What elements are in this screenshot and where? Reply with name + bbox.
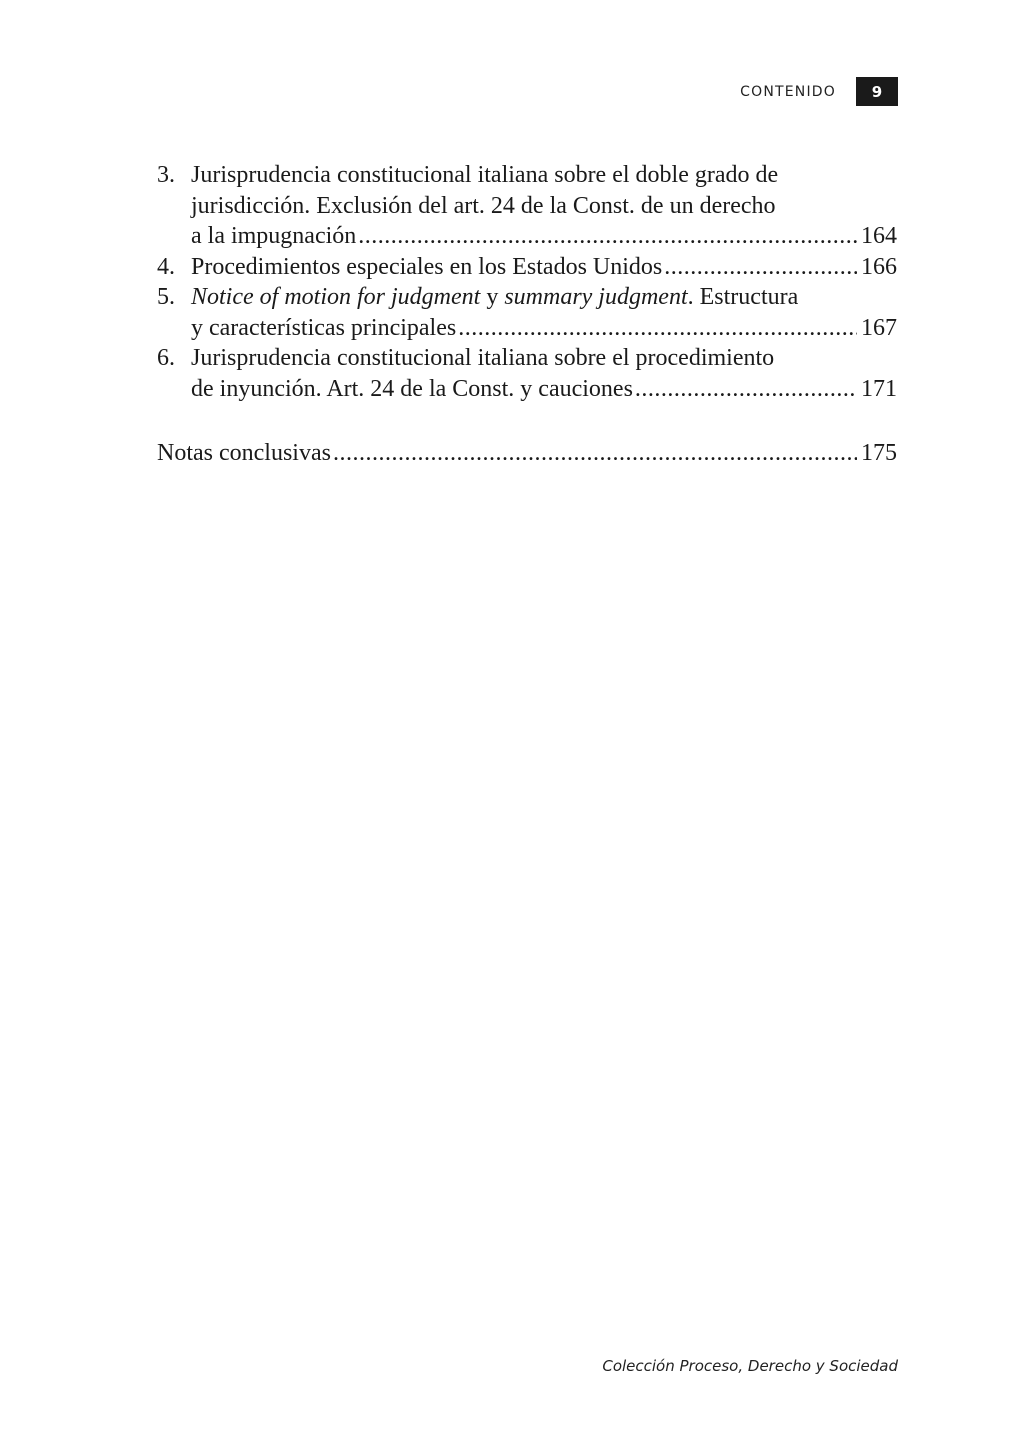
toc-entry-number: 3.	[157, 162, 175, 188]
toc-entry-text: de inyunción. Art. 24 de la Const. y cauciones	[191, 375, 633, 402]
toc-entry-4[interactable]	[157, 252, 897, 283]
connector-text: y	[480, 284, 505, 310]
toc-entry-text: a la impugnación	[191, 223, 357, 249]
toc-entry-text-end: . Estructura	[687, 284, 799, 310]
dot-leader	[358, 221, 857, 252]
toc-page-number: 166	[861, 253, 897, 280]
toc-page-number: 167	[861, 314, 897, 341]
collection-footer: Colección Proceso, Derecho y Sociedad	[602, 1357, 898, 1375]
running-title: CONTENIDO	[740, 83, 836, 100]
section-gap	[157, 404, 897, 438]
page-number: 9	[856, 77, 898, 106]
toc-entry-text: Notas conclusivas	[157, 440, 331, 466]
toc-entry-text: Jurisprudencia constitucional italiana sobre el procedimiento	[191, 345, 775, 371]
dot-leader	[635, 374, 857, 405]
toc-page-number: 164	[861, 223, 897, 249]
toc-entry-notas[interactable]	[157, 438, 897, 469]
dot-leader	[458, 313, 857, 344]
table-of-contents	[157, 160, 897, 469]
toc-entry-text	[191, 282, 897, 313]
toc-entry-number: 4.	[157, 253, 175, 280]
toc-page-number: 175	[861, 440, 897, 466]
toc-entry-6[interactable]	[157, 343, 897, 404]
toc-entry-number: 5.	[157, 284, 175, 310]
running-head	[740, 77, 898, 106]
toc-entry-text: Procedimientos especiales en los Estados Unidos	[191, 253, 663, 280]
dot-leader	[333, 438, 857, 469]
dot-leader	[664, 252, 857, 283]
toc-entry-3[interactable]	[157, 160, 897, 252]
toc-entry-text: jurisdicción. Exclusión del art. 24 de la Const. de un derecho	[191, 192, 776, 219]
toc-entry-number: 6.	[157, 345, 175, 371]
italic-term: Notice of motion for judgment	[191, 284, 481, 310]
toc-entry-text: y características principales	[191, 314, 457, 341]
toc-page-number: 171	[861, 375, 897, 402]
toc-entry-text: Jurisprudencia constitucional italiana sobre el doble grado de	[191, 162, 779, 188]
italic-term: summary judgment	[504, 284, 688, 310]
toc-entry-5[interactable]	[157, 282, 897, 343]
